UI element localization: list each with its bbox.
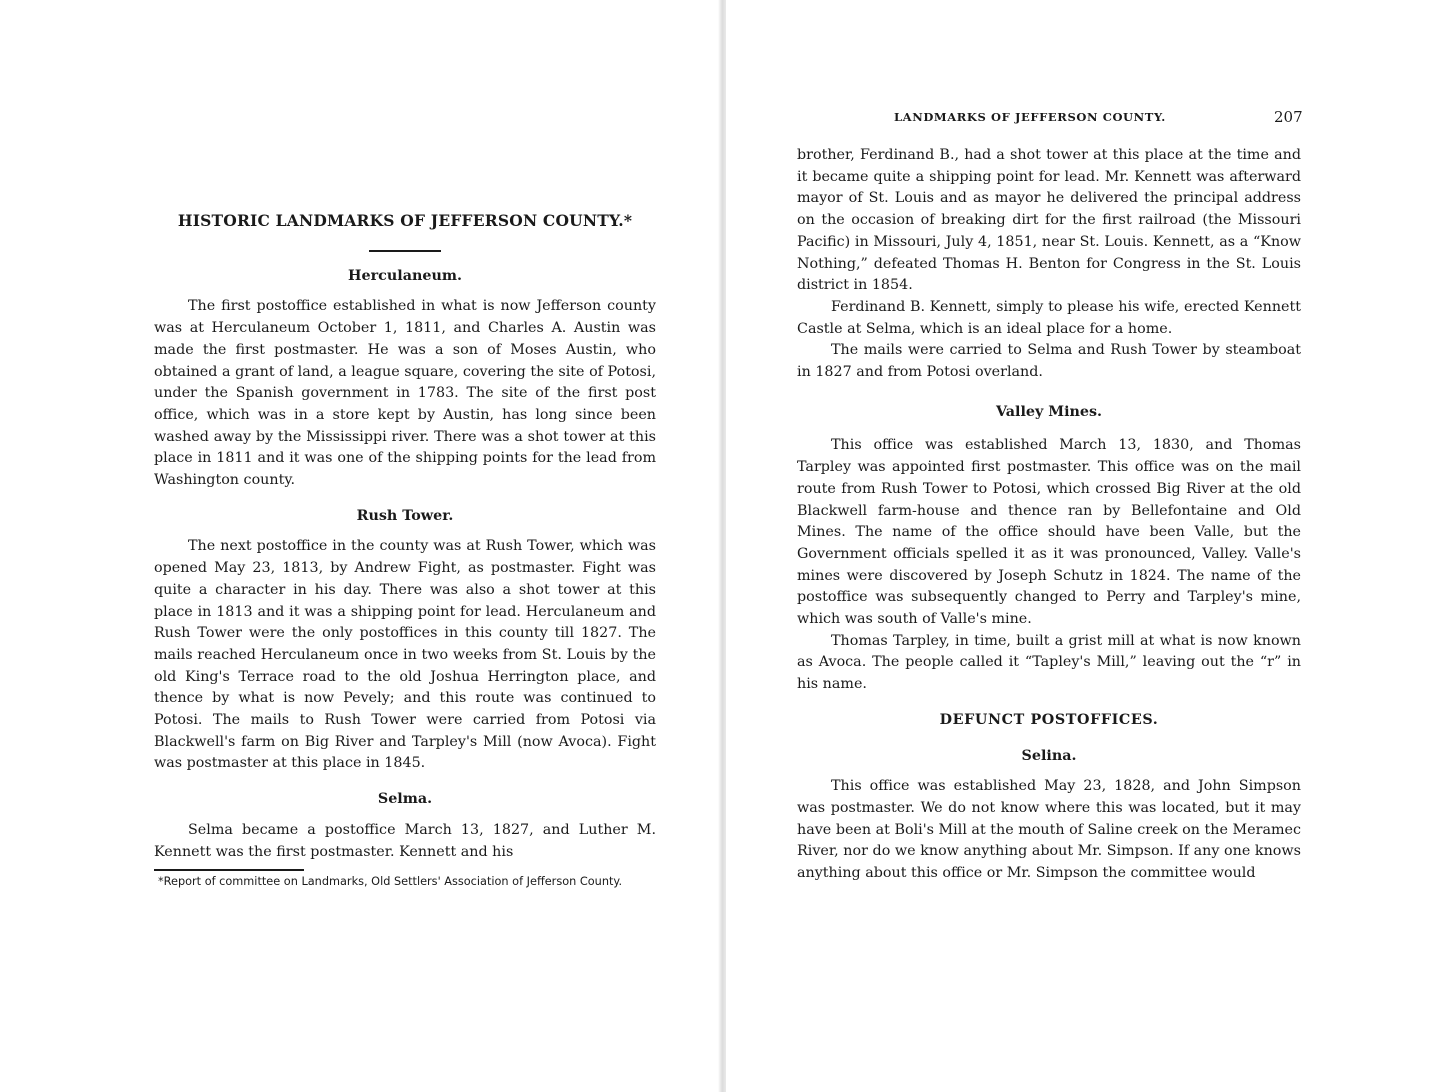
running-head: LANDMARKS OF JEFFERSON COUNTY.: [894, 110, 1166, 124]
left-text-column: [154, 210, 656, 889]
paragraph-herculaneum: The first postoffice established in what is now Jefferson county was at Herculaneum October 1, 1811, and Charles A. Austin was made the first postmaster. He was a son of Moses Austin, who obtained a grant of land, a league square, covering the site of Potosi, under the Spanish government in 1783. The site of the first post office, which was in a store kept by Austin, has long since been washed away by the Mississippi river. There was a shot tower at this place in 1811 and it was one of the shipping points for the lead from Washington county.: [154, 298, 656, 489]
right-page: [726, 0, 1436, 1092]
footnote: *Report of committee on Landmarks, Old Settlers' Association of Jefferson County.: [158, 874, 623, 888]
right-text-column: [797, 145, 1301, 885]
paragraph-selma: Selma became a postoffice March 13, 1827, and Luther M. Kennett was the first postmaster. Kennett and his: [154, 821, 656, 860]
title-rule: [369, 250, 441, 252]
defunct-postoffices-heading: DEFUNCT POSTOFFICES.: [939, 711, 1159, 728]
paragraph-rush-tower: The next postoffice in the county was at Rush Tower, which was opened May 23, 1813, by Andrew Fight, as postmaster. Fight was quite a character in his day. There was also a shot tower at this place in 1813 and it was a shipping point for lead. Herculaneum and Rush Tower were the only postoffices in this county till 1827. The mails reached Herculaneum once in two weeks from St. Louis by the old King's Terrace road to the old Joshua Herrington place, and thence by what is now Pevely; and this route was continued to Potosi. The mails to Rush Tower were carried from Potosi via Blackwell's farm on Big River and Tarpley's Mill (now Avoca). Fight was postmaster at this place in 1845.: [154, 538, 656, 772]
section-heading-selina: Selina.: [1021, 747, 1077, 764]
page-title: HISTORIC LANDMARKS OF JEFFERSON COUNTY.*: [177, 211, 633, 230]
section-heading-rush-tower: Rush Tower.: [356, 507, 454, 524]
footnote-rule: [154, 869, 304, 871]
page-number: 207: [1274, 108, 1303, 126]
paragraph-continued-kennett: brother, Ferdinand B., had a shot tower at this place at the time and it became quite a shipping point for lead. Mr. Kennett was afterward mayor of St. Louis and as mayor he delivered the principal address on the occasion of breaking dirt for the first railroad (the Missouri Pacific) in Missouri, July 4, 1851, near St. Louis. Kennett, as a “Know Nothing,” defeated Thomas H. Benton for Congress in the St. Louis district in 1854.: [797, 147, 1301, 294]
section-heading-selma: Selma.: [377, 791, 433, 808]
paragraph-kennett-castle: Ferdinand B. Kennett, simply to please his wife, erected Kennett Castle at Selma, which is an ideal place for a home.: [797, 298, 1301, 337]
paragraph-selina: This office was established May 23, 1828, and John Simpson was postmaster. We do not know where this was located, but it may have been at Boli's Mill at the mouth of Saline creek on the Meramec River, nor do we know anything about Mr. Simpson. If any one knows anything about this office or Mr. Simpson the committee would: [797, 778, 1301, 882]
section-heading-herculaneum: Herculaneum.: [348, 267, 462, 284]
paragraph-valley-mines: This office was established March 13, 1830, and Thomas Tarpley was appointed first postmaster. This office was on the mail route from Rush Tower to Potosi, which crossed Big River at the old Blackwell farm-house and thence ran by Bellefontaine and Old Mines. The name of the office should have been Valle, but the Government officials spelled it as it was pronounced, Valley. Valle's mines were discovered by Joseph Schutz in 1824. The name of the postoffice was subsequently changed to Perry and Tarpley's mine, which was south of Valle's mine.: [797, 437, 1301, 628]
paragraph-mails-selma: The mails were carried to Selma and Rush Tower by steamboat in 1827 and from Potosi overland.: [797, 342, 1301, 381]
section-heading-valley-mines: Valley Mines.: [995, 403, 1103, 420]
paragraph-tarpley-mill: Thomas Tarpley, in time, built a grist mill at what is now known as Avoca. The people called it “Tapley's Mill,” leaving out the “r” in his name.: [797, 632, 1301, 693]
